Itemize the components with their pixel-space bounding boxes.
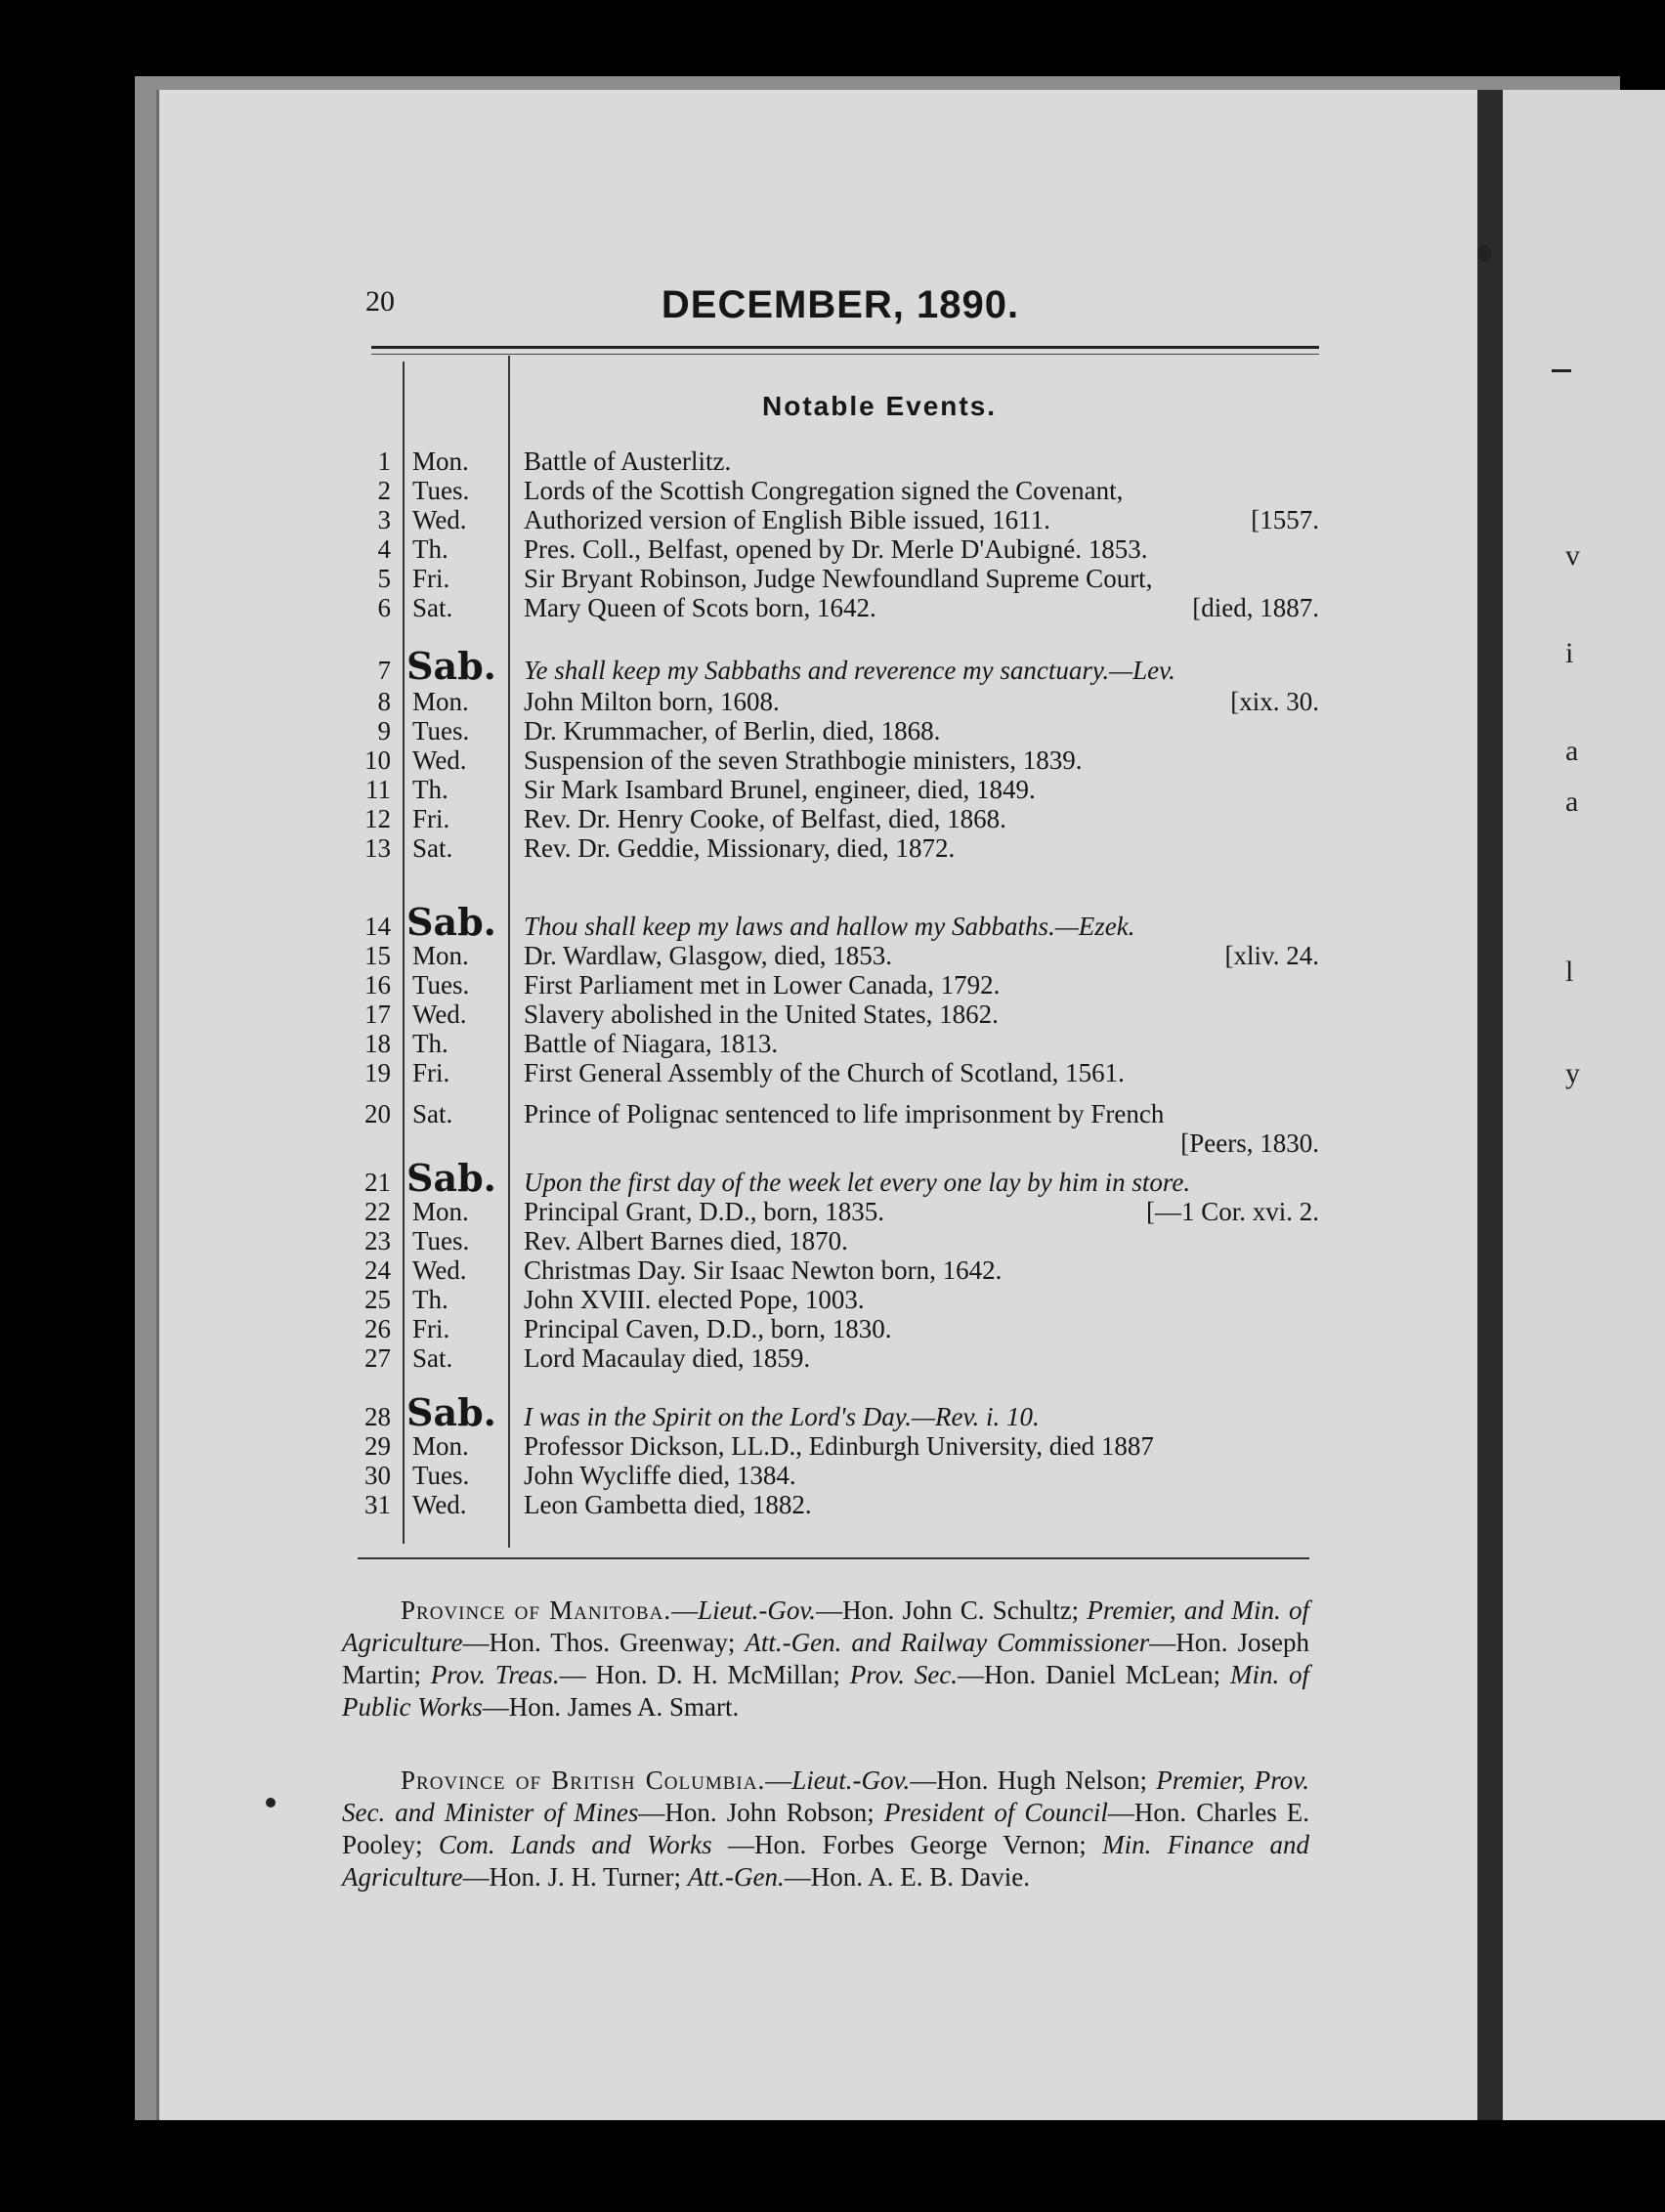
event-text: Lords of the Scottish Congregation signed the Covenant, — [524, 476, 1124, 505]
event-text: Slavery abolished in the United States, 1862. — [524, 1000, 999, 1029]
table-row — [352, 1196, 1329, 1227]
day-number: 30 — [364, 1461, 391, 1490]
day-number: 20 — [364, 1099, 391, 1128]
day-number: 18 — [364, 1029, 391, 1058]
table-row — [352, 1255, 1329, 1286]
event-tail: [died, 1887. — [1192, 593, 1319, 622]
event-text: Sir Bryant Robinson, Judge Newfoundland Supreme Court, — [524, 564, 1153, 593]
weekday: Wed. — [412, 1255, 467, 1285]
weekday: Fri. — [412, 564, 450, 593]
event-tail: [—1 Cor. xvi. 2. — [1145, 1197, 1319, 1226]
table-row — [352, 774, 1329, 805]
facing-page-letter: l — [1565, 956, 1574, 988]
event-text: First Parliament met in Lower Canada, 1792. — [524, 970, 1001, 1000]
event-text: Prince of Polignac sentenced to life imprisonment by French — [524, 1099, 1165, 1128]
table-row — [352, 832, 1329, 864]
weekday: Fri. — [412, 804, 450, 833]
text-run: —Hon. Daniel McLean; — [957, 1660, 1230, 1689]
page-title: DECEMBER, 1890. — [661, 283, 1020, 326]
event-text: Principal Caven, D.D., born, 1830. — [524, 1314, 892, 1343]
text-run: —Hon. Hugh Nelson; — [910, 1765, 1157, 1795]
ink-spot — [266, 1798, 276, 1808]
table-row — [352, 1342, 1329, 1374]
table-row — [352, 803, 1329, 834]
weekday: Wed. — [412, 1000, 467, 1029]
event-text: Dr. Wardlaw, Glasgow, died, 1853. — [524, 941, 893, 970]
event-text: Sir Mark Isambard Brunel, engineer, died, 1849. — [524, 775, 1036, 804]
weekday: Tues. — [412, 1226, 470, 1255]
facing-page-letter: a — [1565, 786, 1579, 818]
office-title: Prov. Sec. — [849, 1660, 958, 1689]
facing-page — [1503, 90, 1665, 2120]
table-row — [352, 1028, 1329, 1059]
event-tail: [1557. — [1251, 505, 1319, 534]
weekday: Mon. — [412, 1197, 469, 1226]
office-title: Att.-Gen. and Railway Commissioner — [745, 1628, 1150, 1657]
weekday: Fri. — [412, 1314, 450, 1343]
table-row — [352, 475, 1329, 506]
weekday: Tues. — [412, 476, 470, 505]
text-run: —Hon. John C. Schultz; — [816, 1595, 1088, 1625]
event-text: Suspension of the seven Strathbogie ministers, 1839. — [524, 745, 1083, 775]
event-text: Upon the first day of the week let every one lay by him in store. — [524, 1168, 1191, 1197]
weekday: Tues. — [412, 970, 470, 1000]
table-row — [352, 715, 1329, 746]
table-row — [352, 1225, 1329, 1256]
text-run: — — [671, 1595, 699, 1625]
event-text: John Milton born, 1608. — [524, 687, 780, 716]
text-run: — — [765, 1765, 792, 1795]
event-text: Principal Grant, D.D., born, 1835. — [524, 1197, 884, 1226]
text-run: —Hon. John Robson; — [638, 1798, 884, 1827]
weekday: Wed. — [412, 1490, 467, 1519]
weekday: Mon. — [412, 687, 469, 716]
text-run: —Hon. Thos. Greenway; — [462, 1628, 746, 1657]
day-number: 7 — [377, 656, 391, 685]
day-number: 25 — [364, 1285, 391, 1314]
weekday: Sat. — [412, 1099, 453, 1128]
day-number: 9 — [377, 716, 391, 745]
text-run: —Hon. Joseph Martin; — [342, 1628, 1310, 1689]
table-row — [352, 686, 1329, 717]
table-row — [352, 1430, 1329, 1462]
facing-page-letter: i — [1565, 637, 1574, 669]
office-title: President of Council — [883, 1798, 1108, 1827]
day-number: 2 — [377, 476, 391, 505]
weekday: Sab. — [406, 900, 496, 944]
table-row — [352, 533, 1329, 565]
event-tail: [xix. 30. — [1230, 687, 1319, 716]
office-title: Premier, and Min. of Agriculture — [342, 1595, 1310, 1657]
table-title: Notable Events. — [762, 391, 998, 421]
day-number: 11 — [365, 775, 391, 804]
day-number: 26 — [364, 1314, 391, 1343]
day-number: 23 — [364, 1226, 391, 1255]
event-text: Rev. Dr. Geddie, Missionary, died, 1872. — [524, 833, 956, 863]
day-number: 5 — [377, 564, 391, 593]
table-row — [352, 1313, 1329, 1344]
section-rule — [358, 1557, 1309, 1559]
day-number: 13 — [364, 833, 391, 863]
table-row — [352, 1156, 1329, 1200]
table-row — [352, 1098, 1329, 1129]
weekday: Wed. — [412, 745, 467, 775]
table-row — [352, 1284, 1329, 1315]
office-title: Min. of Public Works — [342, 1660, 1309, 1722]
office-title: Min. Finance and Agriculture — [342, 1830, 1309, 1892]
event-text: Rev. Dr. Henry Cooke, of Belfast, died, 1868. — [524, 804, 1006, 833]
office-title: Prov. Treas. — [430, 1660, 560, 1689]
weekday: Sat. — [412, 593, 453, 622]
event-text: Professor Dickson, LL.D., Edinburgh University, died 1887 — [524, 1431, 1154, 1461]
weekday: Sat. — [412, 833, 453, 863]
event-text: Leon Gambetta died, 1882. — [524, 1490, 812, 1519]
weekday: Th. — [412, 1285, 448, 1314]
office-title: Att.-Gen. — [687, 1862, 785, 1892]
text-run: —Hon. J. H. Turner; — [462, 1862, 688, 1892]
day-number: 12 — [364, 804, 391, 833]
day-number: 21 — [364, 1168, 391, 1197]
page-number: 20 — [365, 285, 395, 318]
day-number: 6 — [377, 593, 391, 622]
event-text: Christmas Day. Sir Isaac Newton born, 1642. — [524, 1255, 1003, 1285]
book-gutter — [1477, 90, 1503, 2120]
paragraph-heading: Province of British Columbia. — [401, 1765, 766, 1795]
weekday: Mon. — [412, 941, 469, 970]
weekday: Mon. — [412, 1431, 469, 1461]
text-run: —Hon. Forbes George Vernon; — [711, 1830, 1103, 1859]
paragraph-heading: Province of Manitoba. — [401, 1595, 672, 1625]
event-text: Thou shall keep my laws and hallow my Sabbaths.—Ezek. — [524, 912, 1135, 941]
facing-page-letter: y — [1565, 1057, 1580, 1089]
day-number: 14 — [364, 912, 391, 941]
office-title: Lieut.-Gov. — [698, 1595, 817, 1625]
weekday: Th. — [412, 775, 448, 804]
day-number: 4 — [377, 534, 391, 564]
event-text: Battle of Niagara, 1813. — [524, 1029, 779, 1058]
page-header — [362, 283, 1319, 332]
event-text: First General Assembly of the Church of Scotland, 1561. — [524, 1058, 1125, 1087]
weekday: Tues. — [412, 716, 470, 745]
header-rule — [371, 346, 1319, 349]
binding-mark — [1477, 244, 1491, 262]
event-text: I was in the Spirit on the Lord's Day.—Rev. i. 10. — [524, 1402, 1040, 1431]
text-run: —Hon. Charles E. Pooley; — [342, 1798, 1309, 1859]
weekday: Tues. — [412, 1461, 470, 1490]
day-number: 16 — [364, 970, 391, 1000]
event-tail: [xliv. 24. — [1224, 941, 1319, 970]
office-title: Com. Lands and Works — [438, 1830, 712, 1859]
weekday: Sat. — [412, 1343, 453, 1373]
table-row — [352, 1489, 1329, 1520]
event-continuation: [Peers, 1830. — [1180, 1128, 1319, 1158]
text-run: —Hon. James A. Smart. — [482, 1692, 740, 1722]
facing-page-letter: v — [1565, 539, 1580, 572]
day-number: 19 — [364, 1058, 391, 1087]
facing-page-dash — [1552, 369, 1571, 372]
table-row — [352, 563, 1329, 594]
text-run: — Hon. D. H. McMillan; — [559, 1660, 850, 1689]
day-number: 27 — [364, 1343, 391, 1373]
table-row — [352, 940, 1329, 971]
day-number: 17 — [364, 1000, 391, 1029]
weekday: Sab. — [406, 1390, 496, 1434]
weekday: Sab. — [406, 644, 496, 688]
event-text: Rev. Albert Barnes died, 1870. — [524, 1226, 848, 1255]
day-number: 24 — [364, 1255, 391, 1285]
day-number: 22 — [364, 1197, 391, 1226]
table-row — [352, 744, 1329, 776]
weekday: Sab. — [406, 1156, 496, 1200]
table-row — [352, 900, 1329, 944]
event-text: Battle of Austerlitz. — [524, 447, 732, 476]
event-text: Mary Queen of Scots born, 1642. — [524, 593, 876, 622]
day-number: 3 — [377, 505, 391, 534]
event-text: John Wycliffe died, 1384. — [524, 1461, 796, 1490]
table-row — [352, 999, 1329, 1030]
office-title: Premier, Prov. Sec. and Minister of Mines — [342, 1765, 1309, 1827]
table-row — [352, 592, 1329, 623]
office-title: Lieut.-Gov. — [791, 1765, 911, 1795]
day-number: 15 — [364, 941, 391, 970]
table-row — [352, 1390, 1329, 1434]
text-run: —Hon. A. E. B. Davie. — [784, 1862, 1030, 1892]
event-text: Pres. Coll., Belfast, opened by Dr. Merle D'Aubigné. 1853. — [524, 534, 1148, 564]
weekday: Mon. — [412, 447, 469, 476]
event-text: Dr. Krummacher, of Berlin, died, 1868. — [524, 716, 941, 745]
day-number: 28 — [364, 1402, 391, 1431]
table-row — [352, 1460, 1329, 1491]
manitoba-paragraph — [342, 1595, 1309, 1723]
header-rule-thin — [371, 354, 1319, 355]
weekday: Th. — [412, 1029, 448, 1058]
weekday: Wed. — [412, 505, 467, 534]
day-number: 31 — [364, 1490, 391, 1519]
table-row — [352, 969, 1329, 1000]
table-row — [352, 644, 1329, 688]
day-number: 8 — [377, 687, 391, 716]
event-text: John XVIII. elected Pope, 1003. — [524, 1285, 865, 1314]
weekday: Fri. — [412, 1058, 450, 1087]
table-row — [352, 504, 1329, 535]
british-columbia-paragraph — [342, 1765, 1309, 1893]
event-text: Ye shall keep my Sabbaths and reverence my sanctuary.—Lev. — [524, 656, 1175, 685]
day-number: 10 — [364, 745, 391, 775]
event-text: Authorized version of English Bible issued, 1611. — [524, 505, 1050, 534]
table-row — [352, 1057, 1329, 1088]
day-number: 1 — [377, 447, 391, 476]
facing-page-letter: a — [1565, 735, 1579, 767]
weekday: Th. — [412, 534, 448, 564]
event-text: Lord Macaulay died, 1859. — [524, 1343, 811, 1373]
table-row — [352, 446, 1329, 477]
day-number: 29 — [364, 1431, 391, 1461]
